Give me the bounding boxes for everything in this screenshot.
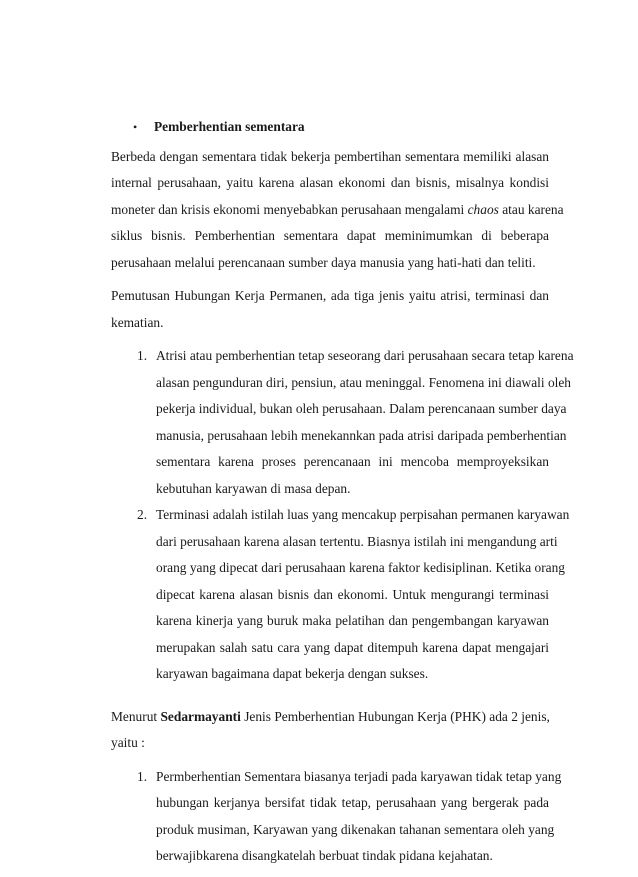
- paragraph-line: Berbeda dengan sementara tidak bekerja pembertihan sementara memiliki alasan: [111, 148, 549, 164]
- list-item: [111, 764, 562, 870]
- author-name: Sedarmayanti: [160, 708, 241, 724]
- paragraph-line: perusahaan melalui perencanaan sumber daya manusia yang hati-hati dan teliti.: [111, 254, 536, 270]
- text-run: Menurut: [111, 708, 158, 724]
- paragraph-line: Pemutusan Hubungan Kerja Permanen, ada tiga jenis yaitu atrisi, terminasi dan: [111, 288, 549, 303]
- list-line: sementara karena proses perencanaan ini mencoba memproyeksikan: [156, 454, 549, 469]
- list-item: [111, 502, 570, 688]
- paragraph-line: internal perusahaan, yaitu karena alasan ekonomi dan bisnis, misalnya kondisi: [111, 175, 549, 190]
- list-line: merupakan salah satu cara yang dapat ditempuh karena dapat mengajari: [156, 639, 549, 655]
- paragraph-line: yaitu :: [111, 735, 145, 750]
- list-line: Atrisi atau pemberhentian tetap seseorang dari perusahaan secara tetap karena: [156, 348, 574, 363]
- bullet-icon: •: [133, 120, 138, 134]
- list-line: Terminasi adalah istilah luas yang mencakup perpisahan permanen karyawan: [156, 507, 570, 522]
- text-run: Jenis Pemberhentian Hubungan Kerja (PHK) ada 2 jenis,: [244, 708, 550, 724]
- list-number: 1.: [137, 348, 148, 363]
- list-line: Permberhentian Sementara biasanya terjadi pada karyawan tidak tetap yang: [156, 768, 562, 784]
- numbered-list-2: [111, 764, 562, 870]
- list-number: 1.: [137, 768, 148, 784]
- list-number: 2.: [137, 507, 148, 522]
- list-line: pekerja individual, bukan oleh perusahaan. Dalam perencanaan sumber daya: [156, 401, 567, 416]
- paragraph-2: [111, 283, 549, 336]
- list-line: alasan pengunduran diri, pensiun, atau meninggal. Fenomena ini diawali oleh: [156, 374, 571, 390]
- section-title: Pemberhentian sementara: [154, 119, 305, 134]
- list-item: [111, 343, 574, 502]
- list-line: berwajibkarena disangkatelah berbuat tindak pidana kejahatan.: [156, 848, 493, 863]
- section-heading: [111, 114, 549, 141]
- list-line: karena kinerja yang buruk maka pelatihan dan pengembangan karyawan: [156, 613, 549, 628]
- list-line: karyawan bagaimana dapat bekerja dengan sukses.: [156, 666, 429, 681]
- paragraph-3: [111, 704, 549, 757]
- paragraph-line: [111, 704, 549, 731]
- paragraph-line: [111, 197, 564, 224]
- paragraph-1: [111, 144, 564, 277]
- text-run: moneter dan krisis ekonomi menyebabkan perusahaan mengalami: [111, 201, 465, 217]
- italic-term: chaos: [467, 201, 499, 217]
- paragraph-line: siklus bisnis. Pemberhentian sementara dapat meminimumkan di beberapa: [111, 228, 549, 243]
- list-line: orang yang dipecat dari perusahaan karena faktor kedisiplinan. Ketika orang: [156, 560, 565, 575]
- list-line: produk musiman, Karyawan yang dikenakan tahanan sementara oleh yang: [156, 821, 555, 837]
- list-line: kebutuhan karyawan di masa depan.: [156, 480, 351, 496]
- list-line: dipecat karena alasan bisnis dan ekonomi. Untuk mengurangi terminasi: [156, 586, 549, 602]
- list-line: dari perusahaan karena alasan tertentu. Biasnya istilah ini mengandung arti: [156, 533, 558, 549]
- document-page: [111, 114, 574, 877]
- paragraph-line: kematian.: [111, 314, 164, 330]
- numbered-list-1: [111, 343, 574, 688]
- text-run: atau karena: [502, 201, 564, 217]
- list-line: manusia, perusahaan lebih menekannkan pada atrisi daripada pemberhentian: [156, 427, 567, 443]
- list-line: hubungan kerjanya bersifat tidak tetap, perusahaan yang bergerak pada: [156, 795, 549, 810]
